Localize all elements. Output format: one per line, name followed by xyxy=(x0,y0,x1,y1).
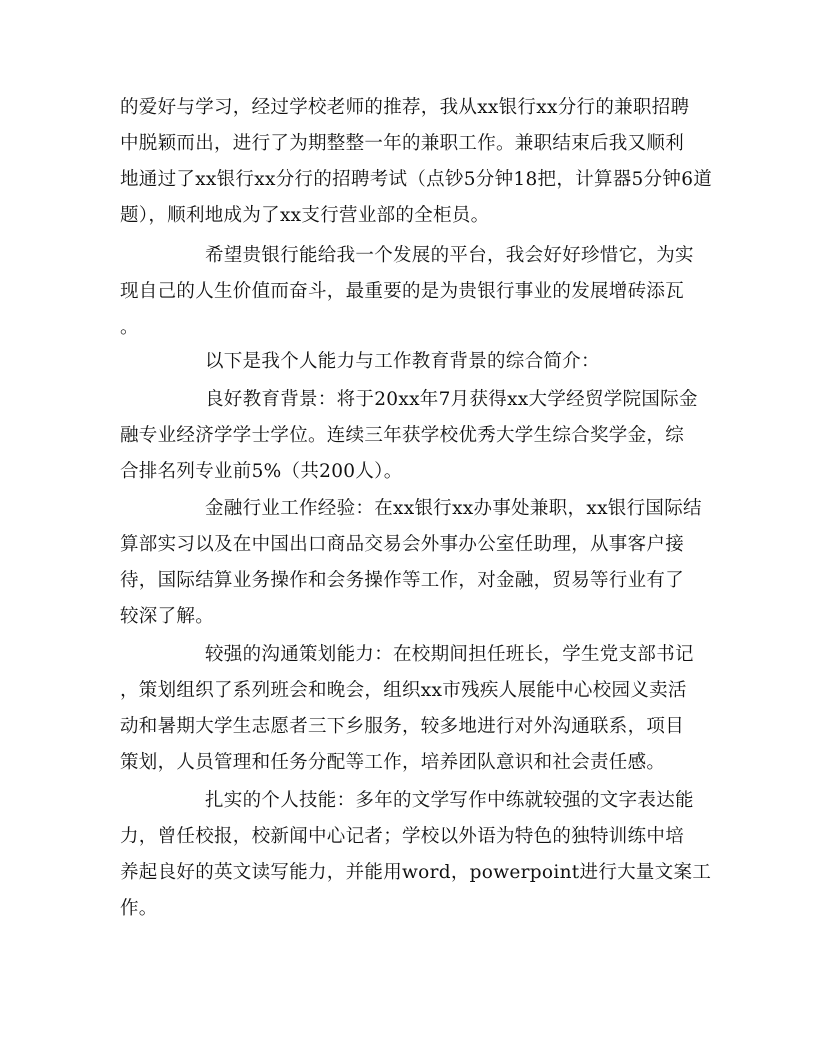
paragraph-start-line: 金融行业工作经验：在xx银行xx办事处兼职，xx银行国际结 xyxy=(205,498,702,519)
text-line: 。 xyxy=(120,317,139,338)
paragraph-start-line: 良好教育背景：将于20xx年7月获得xx大学经贸学院国际金 xyxy=(205,389,698,410)
text-line: 作。 xyxy=(120,898,158,919)
text-line: 养起良好的英文读写能力，并能用word，powerpoint进行大量文案工 xyxy=(120,862,712,883)
paragraph-start-line: 较强的沟通策划能力：在校期间担任班长，学生党支部书记 xyxy=(205,644,694,665)
text-line: 算部实习以及在中国出口商品交易会外事办公室任助理，从事客户接 xyxy=(120,534,685,555)
text-line: 融专业经济学学士学位。连续三年获学校优秀大学生综合奖学金，综 xyxy=(120,425,685,446)
text-line: 地通过了xx银行xx分行的招聘考试（点钞5分钟18把，计算器5分钟6道 xyxy=(120,169,713,190)
paragraph-start-line: 以下是我个人能力与工作教育背景的综合简介： xyxy=(205,351,600,372)
text-line: 待，国际结算业务操作和会务操作等工作，对金融，贸易等行业有了 xyxy=(120,570,685,591)
text-line: 较深了解。 xyxy=(120,606,215,627)
paragraph-start-line: 扎实的个人技能：多年的文学写作中练就较强的文字表达能 xyxy=(205,790,694,811)
text-line: 题），顺利地成为了xx支行营业部的全柜员。 xyxy=(120,205,490,226)
text-line: 力，曾任校报，校新闻中心记者；学校以外语为特色的独特训练中培 xyxy=(120,826,685,847)
text-line: 合排名列专业前5%（共200人）。 xyxy=(120,461,403,482)
text-line: 中脱颖而出，进行了为期整整一年的兼职工作。兼职结束后我又顺利 xyxy=(120,133,685,154)
paragraph-start-line: 希望贵银行能给我一个发展的平台，我会好好珍惜它，为实 xyxy=(205,245,694,266)
text-line: ，策划组织了系列班会和晚会，组织xx市残疾人展能中心校园义卖活 xyxy=(120,680,687,701)
text-line: 策划，人员管理和任务分配等工作，培养团队意识和社会责任感。 xyxy=(120,752,666,773)
text-line: 现自己的人生价值而奋斗，最重要的是为贵银行事业的发展增砖添瓦 xyxy=(120,281,685,302)
text-line: 动和暑期大学生志愿者三下乡服务，较多地进行对外沟通联系，项目 xyxy=(120,716,685,737)
text-line: 的爱好与学习，经过学校老师的推荐，我从xx银行xx分行的兼职招聘 xyxy=(120,97,690,118)
